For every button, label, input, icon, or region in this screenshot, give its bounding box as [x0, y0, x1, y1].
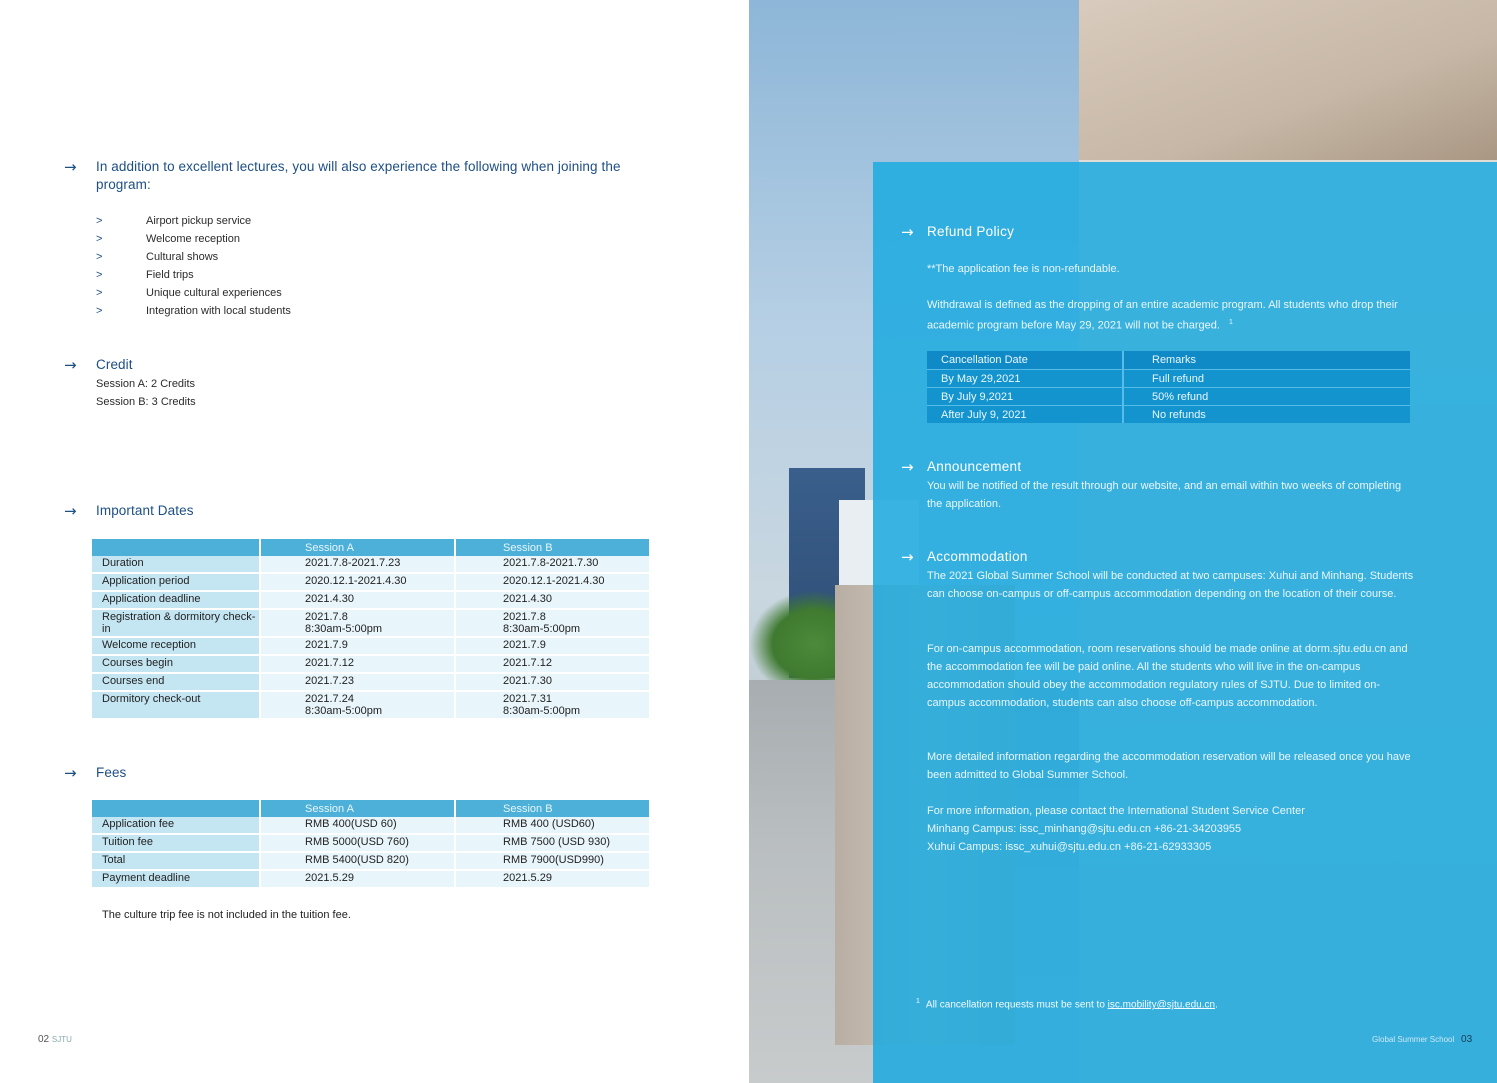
- table-row: [92, 656, 649, 674]
- table-cell: By July 9,2021: [927, 387, 1122, 405]
- table-cell: 2021.5.29: [454, 871, 649, 889]
- accommodation-campuses: The 2021 Global Summer School will be conducted at two campuses: Xuhui and Minhang. Students can choose on-campus or off-campus accommodation depending on the location of their course.: [927, 570, 1414, 600]
- contact-block: [927, 802, 1417, 856]
- refund-nonrefundable: **The application fee is non-refundable.: [927, 263, 1120, 275]
- table-row: [92, 638, 649, 656]
- table-cell: RMB 5000(USD 760): [259, 835, 454, 853]
- table-cell: 2021.7.24 8:30am-5:00pm: [259, 692, 454, 720]
- table-header-cell: [92, 539, 259, 556]
- table-cell: 2021.4.30: [259, 592, 454, 610]
- credit-details: [96, 375, 196, 411]
- fees-heading: Fees: [96, 765, 127, 780]
- list-item: [96, 266, 291, 284]
- list-item-label: Welcome reception: [146, 233, 240, 245]
- page-footer-right: [1372, 1034, 1472, 1045]
- arrow-right-icon: →: [901, 548, 914, 566]
- table-cell: Duration: [92, 556, 259, 574]
- table-cell: Courses end: [92, 674, 259, 692]
- table-header-cell: [92, 800, 259, 817]
- arrow-right-icon: →: [64, 502, 77, 520]
- accommodation-more-info: More detailed information regarding the accommodation reservation will be released once you have been admitted to Global Summer School.: [927, 751, 1411, 781]
- chevron-right-icon: >: [96, 269, 103, 281]
- table-cell: RMB 5400(USD 820): [259, 853, 454, 871]
- credit-section: [64, 356, 133, 374]
- arrow-right-icon: →: [64, 764, 77, 782]
- arrow-right-icon: →: [64, 158, 77, 176]
- arrow-right-icon: →: [901, 223, 914, 241]
- fees-section: [64, 764, 126, 782]
- page-label: Global Summer School: [1372, 1035, 1455, 1044]
- refund-heading: Refund Policy: [927, 224, 1015, 239]
- table-cell: Payment deadline: [92, 871, 259, 889]
- page-number: 03: [1461, 1034, 1473, 1045]
- accommodation-section: [901, 548, 1028, 566]
- table-cell: Application period: [92, 574, 259, 592]
- list-item-label: Cultural shows: [146, 251, 219, 263]
- refund-section: [901, 223, 1014, 241]
- list-item: [96, 248, 291, 266]
- table-header-cell: Session B: [454, 539, 649, 556]
- list-item: [96, 284, 291, 302]
- page-label: SJTU: [51, 1035, 72, 1044]
- table-cell: 2020.12.1-2021.4.30: [259, 574, 454, 592]
- page-footer-left: [38, 1034, 72, 1045]
- table-cell: Dormitory check-out: [92, 692, 259, 720]
- footnote-email-link[interactable]: isc.mobility@sjtu.edu.cn: [1107, 999, 1216, 1011]
- table-row: [92, 853, 649, 871]
- announcement-heading: Announcement: [927, 459, 1022, 474]
- table-cell: 2021.4.30: [454, 592, 649, 610]
- table-cell: No refunds: [1122, 405, 1410, 423]
- important-dates-table: [92, 539, 649, 720]
- list-item: [96, 302, 291, 320]
- table-header-cell: Session B: [454, 800, 649, 817]
- chevron-right-icon: >: [96, 251, 103, 263]
- table-header-row: [92, 539, 649, 556]
- announcement-section: [901, 458, 1021, 476]
- table-row: [92, 871, 649, 889]
- chevron-right-icon: >: [96, 287, 103, 299]
- table-cell: After July 9, 2021: [927, 405, 1122, 423]
- accommodation-heading: Accommodation: [927, 549, 1028, 564]
- table-header-cell: Remarks: [1122, 351, 1410, 369]
- table-cell: 2021.7.9: [259, 638, 454, 656]
- refund-table: [927, 351, 1410, 423]
- table-cell: RMB 400(USD 60): [259, 817, 454, 835]
- table-cell: 2021.7.12: [259, 656, 454, 674]
- list-item-label: Integration with local students: [146, 305, 291, 317]
- table-header-cell: Session A: [259, 539, 454, 556]
- table-cell: RMB 7500 (USD 930): [454, 835, 649, 853]
- table-cell: RMB 7900(USD990): [454, 853, 649, 871]
- footnote-end: .: [1215, 999, 1218, 1011]
- table-cell: Full refund: [1122, 369, 1410, 387]
- table-row: [92, 574, 649, 592]
- table-cell: 2021.7.30: [454, 674, 649, 692]
- footnote: [916, 998, 1218, 1010]
- table-cell: 2020.12.1-2021.4.30: [454, 574, 649, 592]
- list-item-label: Airport pickup service: [146, 215, 252, 227]
- table-cell: Registration & dormitory check-in: [92, 610, 259, 638]
- table-cell: 2021.7.8-2021.7.30: [454, 556, 649, 574]
- table-cell: 2021.7.12: [454, 656, 649, 674]
- dates-heading: Important Dates: [96, 503, 194, 518]
- chevron-right-icon: >: [96, 305, 103, 317]
- arrow-right-icon: →: [64, 356, 77, 374]
- table-row: [92, 610, 649, 638]
- table-cell: 2021.7.8-2021.7.23: [259, 556, 454, 574]
- refund-withdrawal-body: Withdrawal is defined as the dropping of an entire academic program. All students who drop their academic program before May 29, 2021 will not be charged.: [927, 299, 1398, 332]
- table-cell: 50% refund: [1122, 387, 1410, 405]
- table-header-cell: Session A: [259, 800, 454, 817]
- list-item: [96, 230, 291, 248]
- table-row: [92, 556, 649, 574]
- footnote-marker: 1: [1228, 319, 1233, 326]
- table-row: [927, 369, 1410, 387]
- table-row: [92, 692, 649, 720]
- table-cell: Application fee: [92, 817, 259, 835]
- chevron-right-icon: >: [96, 215, 103, 227]
- right-page-content: [749, 0, 1497, 1083]
- table-header-cell: Cancellation Date: [927, 351, 1122, 369]
- dates-section: [64, 502, 194, 520]
- intro-heading: In addition to excellent lectures, you will also experience the following when joining the program:: [96, 159, 621, 192]
- table-row: [92, 592, 649, 610]
- table-cell: Courses begin: [92, 656, 259, 674]
- table-cell: 2021.7.23: [259, 674, 454, 692]
- footnote-marker: 1: [916, 998, 920, 1005]
- contact-intro: For more information, please contact the International Student Service Center: [927, 805, 1305, 817]
- contact-xuhui: Xuhui Campus: issc_xuhui@sjtu.edu.cn +86-21-62933305: [927, 841, 1212, 853]
- fees-table: [92, 800, 649, 889]
- table-row: [92, 817, 649, 835]
- table-row: [92, 674, 649, 692]
- list-item-label: Unique cultural experiences: [146, 287, 282, 299]
- table-row: [92, 835, 649, 853]
- credit-session-a: Session A: 2 Credits: [96, 378, 196, 390]
- credit-session-b: Session B: 3 Credits: [96, 396, 196, 408]
- table-cell: 2021.7.9: [454, 638, 649, 656]
- chevron-right-icon: >: [96, 233, 103, 245]
- contact-minhang: Minhang Campus: issc_minhang@sjtu.edu.cn +86-21-34203955: [927, 823, 1242, 835]
- table-cell: 2021.5.29: [259, 871, 454, 889]
- table-cell: Welcome reception: [92, 638, 259, 656]
- table-cell: 2021.7.8 8:30am-5:00pm: [454, 610, 649, 638]
- table-header-row: [927, 351, 1410, 369]
- experience-list: [96, 212, 291, 320]
- table-cell: By May 29,2021: [927, 369, 1122, 387]
- list-item-label: Field trips: [146, 269, 194, 281]
- table-cell: Total: [92, 853, 259, 871]
- footnote-text: All cancellation requests must be sent to: [925, 999, 1108, 1011]
- table-row: [927, 405, 1410, 423]
- accommodation-oncampus: For on-campus accommodation, room reservations should be made online at dorm.sjtu.edu.cn and the accommodation fee will be paid online. All the students who will live in the on-campus accommodation should obey the accommodation regulatory rules of SJTU. Due to limited on-campus accommodation, students can also choose off-campus accommodation.: [927, 643, 1408, 709]
- table-cell: Tuition fee: [92, 835, 259, 853]
- intro-section: [64, 158, 656, 194]
- arrow-right-icon: →: [901, 458, 914, 476]
- refund-withdrawal-text: [927, 296, 1417, 335]
- credit-heading: Credit: [96, 357, 133, 372]
- list-item: [96, 212, 291, 230]
- announcement-text: You will be notified of the result through our website, and an email within two weeks of completing the application.: [927, 480, 1402, 510]
- fees-note: The culture trip fee is not included in the tuition fee.: [102, 909, 351, 921]
- table-cell: 2021.7.8 8:30am-5:00pm: [259, 610, 454, 638]
- page-number: 02: [38, 1034, 50, 1045]
- table-cell: 2021.7.31 8:30am-5:00pm: [454, 692, 649, 720]
- table-cell: Application deadline: [92, 592, 259, 610]
- table-cell: RMB 400 (USD60): [454, 817, 649, 835]
- table-header-row: [92, 800, 649, 817]
- table-row: [927, 387, 1410, 405]
